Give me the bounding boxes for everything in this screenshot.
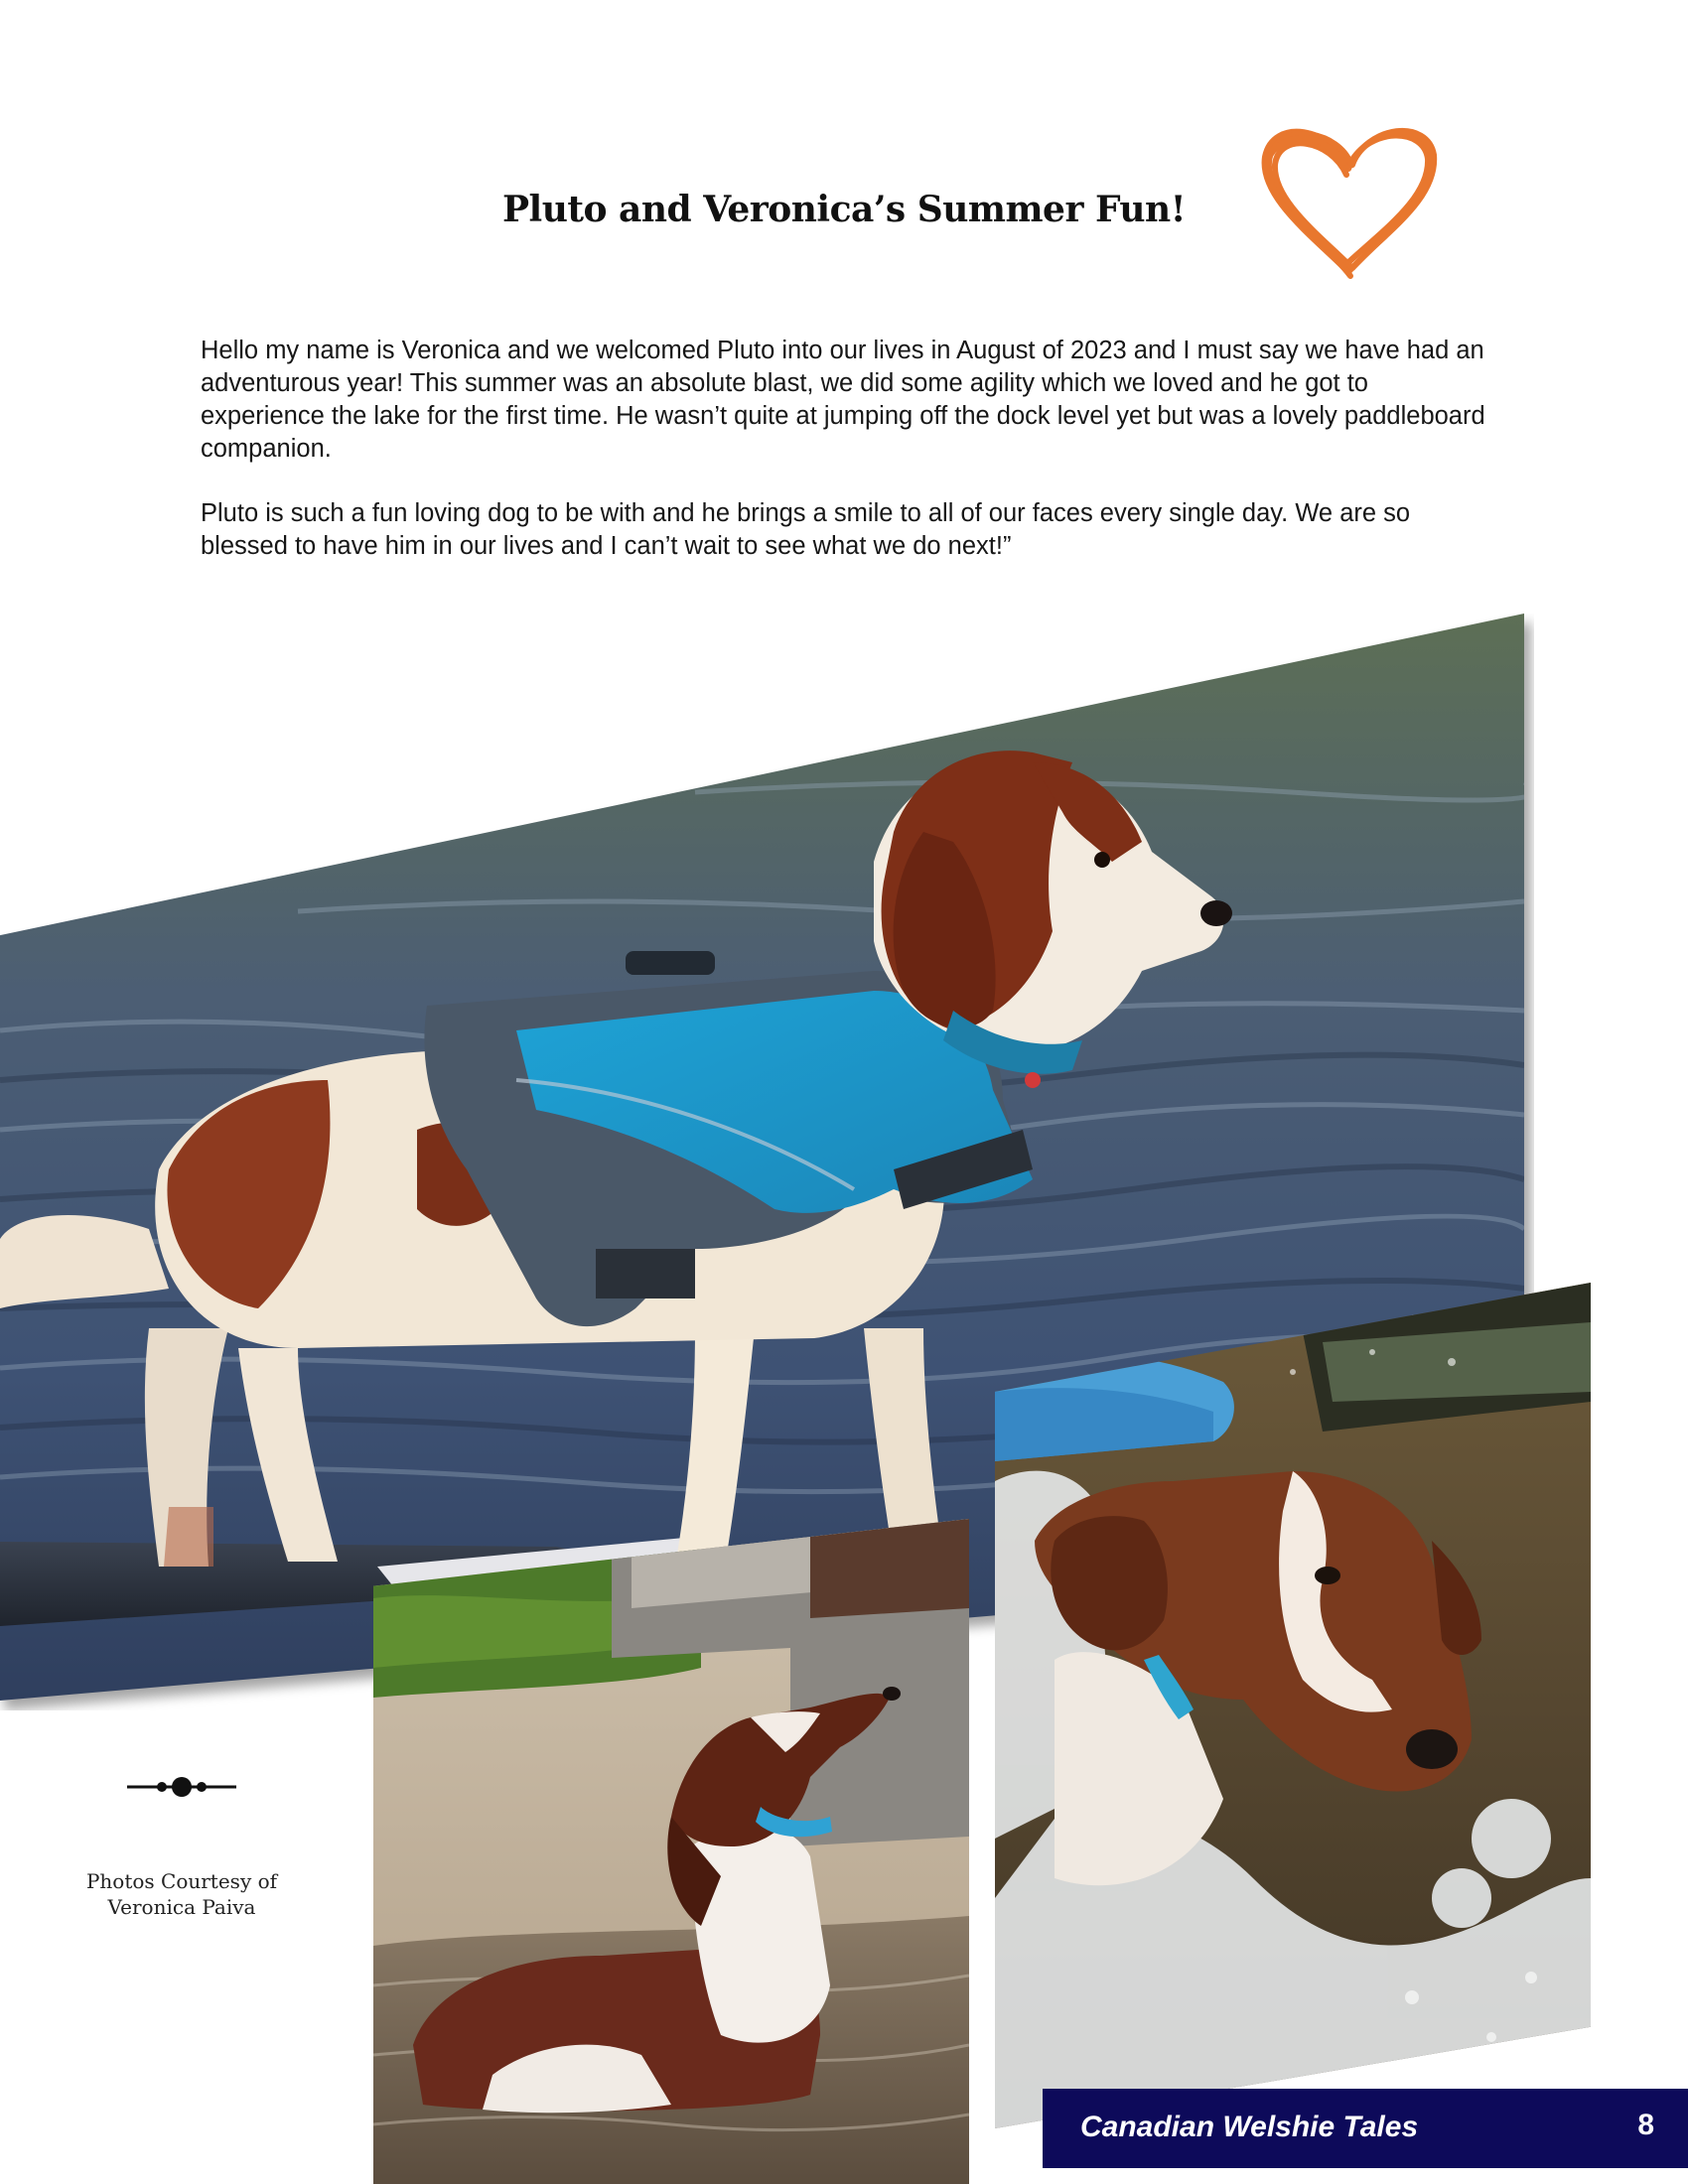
page-number: 8 xyxy=(1637,2109,1654,2141)
paragraph-2: Pluto is such a fun loving dog to be with and he brings a smile to all of our faces every single day. We are so blessed to have him in our lives and I can’t wait to see what we do next!” xyxy=(201,499,1411,560)
article-body xyxy=(201,335,1491,595)
photo-credit-line2: Veronica Paiva xyxy=(107,1895,256,1919)
photo-credit-line1: Photos Courtesy of xyxy=(85,1869,278,1893)
divider-ornament xyxy=(125,1772,238,1802)
photo-dog-sitting-in-lake xyxy=(373,1519,969,2184)
heart-icon xyxy=(1253,117,1448,281)
photo-dog-splashing xyxy=(995,1283,1591,2128)
page-title: Pluto and Veronica’s Summer Fun! xyxy=(501,189,1187,230)
photo-credit xyxy=(60,1868,304,1920)
footer-bar xyxy=(1043,2089,1688,2168)
publication-title: Canadian Welshie Tales xyxy=(1080,2111,1419,2143)
paragraph-1: Hello my name is Veronica and we welcomed Pluto into our lives in August of 2023 and I must say we have had an adventurous year! This summer was an absolute blast, we did some agility which we loved and he got to experience the lake for the first time. He wasn’t quite at jumping off the dock level yet but was a lovely paddleboard companion. xyxy=(201,337,1485,463)
